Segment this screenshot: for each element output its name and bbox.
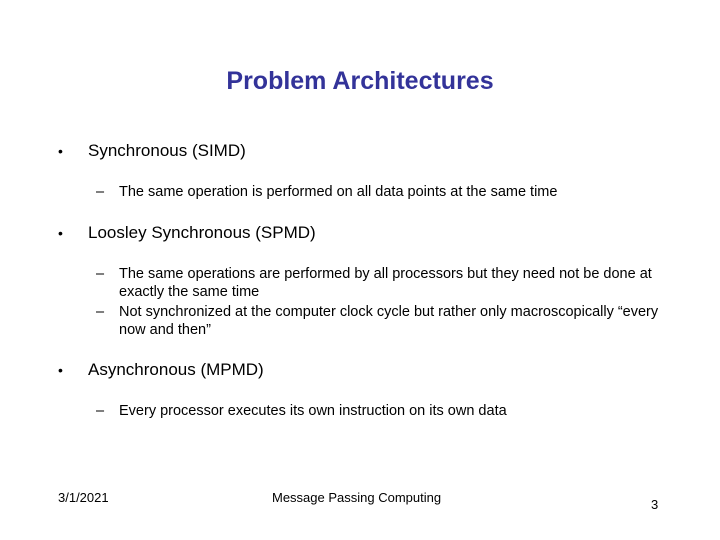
page-number: 3 (651, 497, 659, 512)
footer-date: 3/1/2021 (58, 490, 109, 505)
sub-bullet-mpmd-description (96, 402, 676, 420)
sub-bullet-text: Not synchronized at the computer clock cycle but rather only macroscopically “every now and then” (119, 304, 659, 338)
bullet-text: Loosley Synchronous (SPMD) (88, 223, 316, 242)
sub-bullet-marker: – (96, 403, 105, 419)
sub-bullet-marker: – (96, 184, 105, 200)
sub-bullet-marker: – (96, 304, 105, 320)
bullet-marker: • (58, 362, 63, 378)
bullet-loosely-synchronous (58, 223, 658, 243)
sub-bullet-text: Every processor executes its own instruction on its own data (119, 403, 507, 419)
bullet-asynchronous (58, 360, 658, 380)
sub-bullet-simd-description (96, 183, 676, 201)
footer-title: Message Passing Computing (272, 490, 442, 505)
bullet-marker: • (58, 143, 63, 159)
sub-bullet-marker: – (96, 266, 105, 282)
sub-bullet-text: The same operations are performed by all processors but they need not be done at exactly the same time (119, 266, 652, 300)
bullet-synchronous (58, 141, 658, 161)
bullet-marker: • (58, 225, 63, 241)
bullet-text: Synchronous (SIMD) (88, 141, 246, 160)
slide-title: Problem Architectures (226, 67, 494, 95)
sub-bullet-spmd-description-2 (96, 303, 676, 339)
sub-bullet-spmd-description-1 (96, 265, 676, 301)
bullet-text: Asynchronous (MPMD) (88, 360, 264, 379)
sub-bullet-text: The same operation is performed on all data points at the same time (119, 184, 558, 200)
